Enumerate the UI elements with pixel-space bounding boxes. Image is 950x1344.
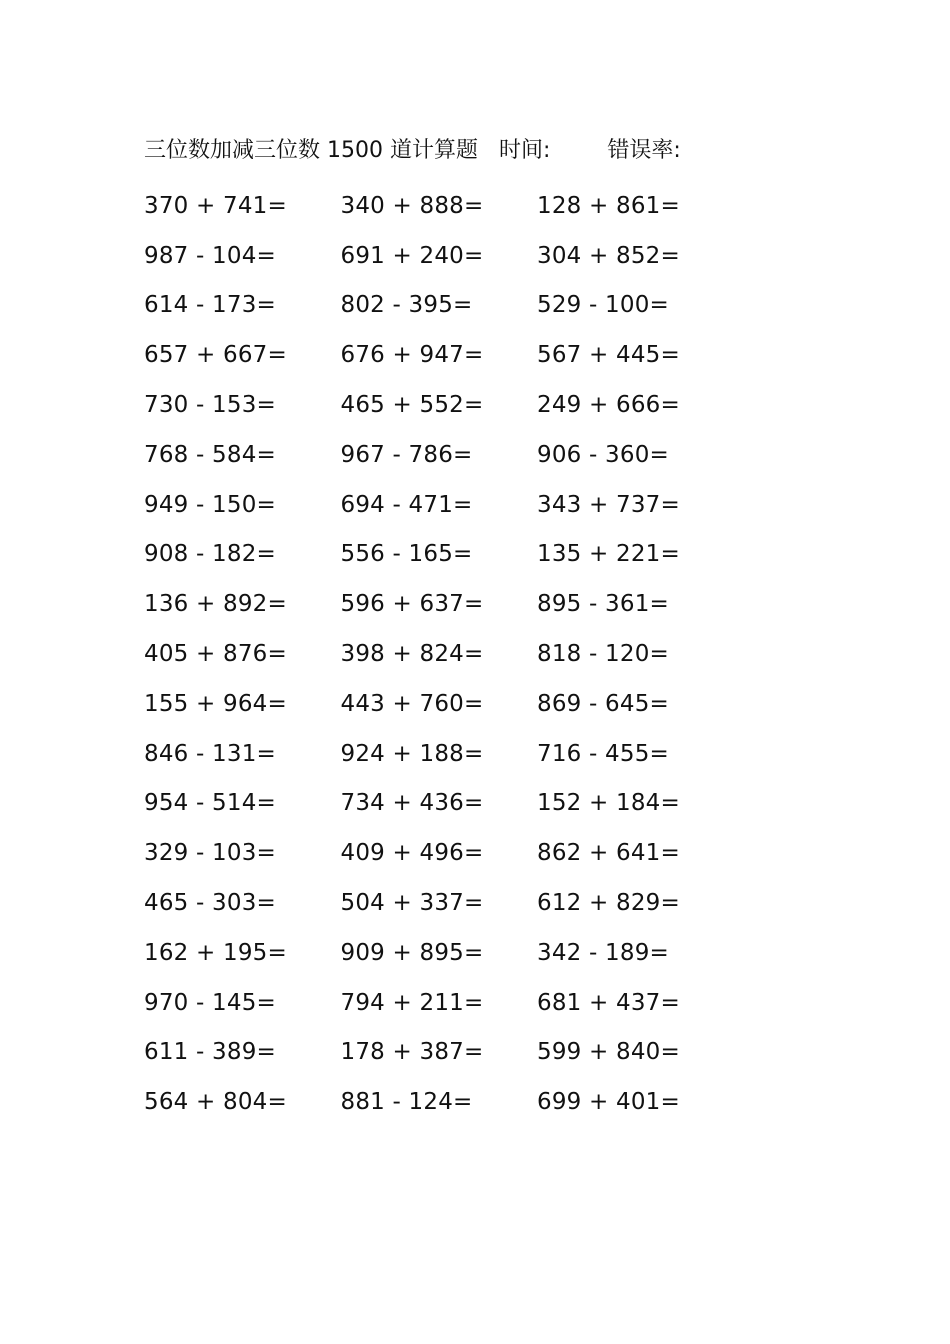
math-problem: 249 + 666= (537, 392, 680, 419)
math-problem: 846 - 131= (144, 740, 276, 767)
problem-row (144, 1028, 784, 1078)
math-problem: 504 + 337= (340, 890, 484, 917)
math-problem: 694 - 471= (340, 491, 473, 518)
error-rate-label: 错误率: (607, 138, 681, 163)
problem-row (144, 231, 784, 281)
math-problem: 924 + 188= (340, 740, 484, 767)
worksheet-header (144, 133, 681, 169)
problem-row (144, 729, 784, 779)
math-problem: 136 + 892= (144, 591, 287, 618)
math-problem: 895 - 361= (537, 591, 669, 618)
math-problem: 340 + 888= (340, 192, 484, 219)
math-problem: 599 + 840= (537, 1039, 680, 1066)
math-problem: 135 + 221= (537, 541, 680, 568)
math-problem: 691 + 240= (340, 242, 484, 269)
problem-row (144, 579, 784, 629)
problem-grid (144, 181, 784, 1127)
math-problem: 987 - 104= (144, 242, 276, 269)
math-problem: 716 - 455= (537, 740, 669, 767)
problem-row (144, 380, 784, 430)
math-problem: 730 - 153= (144, 392, 276, 419)
math-problem: 342 - 189= (537, 939, 669, 966)
problem-row (144, 928, 784, 978)
math-problem: 794 + 211= (340, 989, 484, 1016)
math-problem: 906 - 360= (537, 441, 669, 468)
problem-row (144, 181, 784, 231)
math-problem: 681 + 437= (537, 989, 680, 1016)
math-problem: 564 + 804= (144, 1089, 287, 1116)
problem-row (144, 430, 784, 480)
time-label: 时间: (498, 138, 551, 163)
math-problem: 567 + 445= (537, 342, 680, 369)
math-problem: 869 - 645= (537, 690, 669, 717)
problem-row (144, 828, 784, 878)
math-problem: 802 - 395= (340, 292, 473, 319)
problem-row (144, 480, 784, 530)
math-problem: 409 + 496= (340, 840, 484, 867)
math-problem: 465 - 303= (144, 890, 276, 917)
math-problem: 178 + 387= (340, 1039, 484, 1066)
problem-row (144, 330, 784, 380)
math-problem: 155 + 964= (144, 690, 287, 717)
problem-row (144, 779, 784, 829)
math-problem: 329 - 103= (144, 840, 276, 867)
problem-row (144, 629, 784, 679)
math-problem: 465 + 552= (340, 392, 484, 419)
math-problem: 657 + 667= (144, 342, 287, 369)
math-problem: 128 + 861= (537, 192, 680, 219)
math-problem: 908 - 182= (144, 541, 276, 568)
math-problem: 162 + 195= (144, 939, 287, 966)
math-problem: 949 - 150= (144, 491, 276, 518)
math-problem: 699 + 401= (537, 1089, 680, 1116)
math-problem: 596 + 637= (340, 591, 484, 618)
math-problem: 304 + 852= (537, 242, 680, 269)
math-problem: 405 + 876= (144, 641, 287, 668)
math-problem: 954 - 514= (144, 790, 276, 817)
math-problem: 881 - 124= (340, 1089, 473, 1116)
math-problem: 970 - 145= (144, 989, 276, 1016)
math-problem: 398 + 824= (340, 641, 484, 668)
problem-row (144, 679, 784, 729)
math-problem: 443 + 760= (340, 690, 484, 717)
problem-row (144, 978, 784, 1028)
math-problem: 529 - 100= (537, 292, 669, 319)
problem-row (144, 281, 784, 331)
math-problem: 611 - 389= (144, 1039, 276, 1066)
math-problem: 612 + 829= (537, 890, 680, 917)
math-problem: 370 + 741= (144, 192, 287, 219)
math-problem: 818 - 120= (537, 641, 669, 668)
worksheet-title: 三位数加减三位数 1500 道计算题 (144, 138, 478, 163)
math-problem: 152 + 184= (537, 790, 680, 817)
problem-row (144, 530, 784, 580)
math-problem: 343 + 737= (537, 491, 680, 518)
math-problem: 862 + 641= (537, 840, 680, 867)
math-problem: 676 + 947= (340, 342, 484, 369)
math-problem: 967 - 786= (340, 441, 473, 468)
math-problem: 556 - 165= (340, 541, 473, 568)
problem-row (144, 878, 784, 928)
math-problem: 614 - 173= (144, 292, 276, 319)
math-problem: 734 + 436= (340, 790, 484, 817)
problem-row (144, 1077, 784, 1127)
math-problem: 909 + 895= (340, 939, 484, 966)
math-problem: 768 - 584= (144, 441, 276, 468)
